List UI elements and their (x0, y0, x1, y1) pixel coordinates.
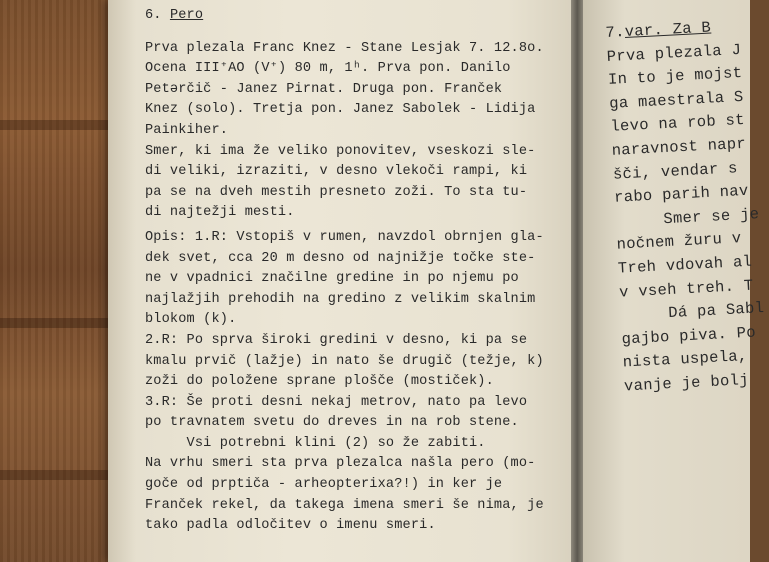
text-line: po travnatem svetu do dreves in na rob stene. (145, 415, 519, 431)
right-page-line: nočnem žuru v (616, 229, 742, 255)
section-heading (145, 6, 570, 27)
right-heading-title: var. Za B (624, 18, 712, 41)
right-page-line: gajbo piva. Po (621, 323, 757, 349)
text-line: Smer, ki ima že veliko ponovitev, vseskozi sle- (145, 143, 536, 159)
text-line: blokom (k). (145, 312, 237, 328)
text-line: tako padla odločitev o imenu smeri. (145, 518, 436, 534)
text-line: kmalu prvič (lažje) in nato še drugič (težje, k) (145, 353, 544, 369)
text-line: pa se na dveh mestih presneto zoži. To sta tu- (145, 184, 528, 200)
right-page-line: naravnost napr (611, 134, 747, 160)
right-page-line: Prva plezala J (606, 40, 742, 66)
wooden-table-surface (0, 0, 115, 562)
right-page-line: ga maestrala S (608, 87, 744, 113)
right-page-text (605, 14, 769, 399)
right-page-line: nista uspela, (622, 347, 748, 372)
right-heading-number: 7. (605, 22, 626, 42)
wood-grain-band (0, 120, 115, 130)
text-line: Prva plezala Franc Knez - Stane Lesjak 7. 12.8o. (145, 40, 544, 56)
text-line: Na vrhu smeri sta prva plezalca našla pero (mo- (145, 456, 536, 472)
text-line: zoži do položene sprane plošče (mostiček). (145, 374, 494, 390)
text-line: 2.R: Po sprva široki gredini v desno, ki pa se (145, 332, 528, 348)
right-page-line: šči, vendar s (612, 158, 739, 184)
right-page (583, 0, 765, 562)
wood-grain-band (0, 470, 115, 480)
right-page-line: levo na rob st (610, 111, 746, 137)
right-page-line: vanje je bolj (623, 370, 750, 396)
text-line: Painkiher. (145, 122, 229, 138)
right-page-lines (606, 38, 768, 399)
text-line: Knez (solo). Tretja pon. Janez Sabolek - Lidija (145, 102, 536, 118)
document-body (145, 6, 570, 537)
text-line: ne v vpadnici značilne gredine in po njemu po (145, 271, 519, 287)
text-line: 3.R: Še proti desni nekaj metrov, nato pa levo (145, 394, 528, 410)
text-line: Ocena III⁺AO (V⁺) 80 m, 1ʰ. Prva pon. Danilo (145, 61, 511, 77)
text-line: di veliki, izraziti, v desno vlekoči rampi, ki (145, 164, 528, 180)
right-page-line: Dá pa Sabl (619, 299, 765, 325)
wood-grain-band (0, 318, 115, 328)
text-line: Opis: 1.R: Vstopiš v rumen, navzdol obrnjen gla- (145, 229, 544, 245)
text-line: Vsi potrebni klini (2) so že zabiti. (145, 435, 486, 451)
right-page-line: Smer se je (614, 204, 760, 231)
right-page-line: rabo parih nav (613, 181, 749, 207)
text-line: najlažjih prehodih na gredino z velikim skalnim (145, 291, 536, 307)
right-page-line: In to je mojst (607, 64, 743, 90)
text-line: goče od prptiča - arheopterixa?!) in ker je (145, 477, 503, 493)
section-title: Pero (169, 8, 204, 23)
text-line: Franček rekel, da takega imena smeri še nima, je (145, 497, 544, 513)
text-line: dek svet, cca 20 m desno od najnižje točke ste- (145, 250, 536, 266)
right-page-line: v vseh treh. T (618, 276, 754, 302)
section-number: 6. (145, 8, 162, 23)
paragraph-first-ascent (145, 39, 570, 142)
text-line: di najtežji mesti. (145, 205, 295, 221)
text-line: Petərčič - Janez Pirnat. Druga pon. Franček (145, 81, 503, 97)
paragraph-route-details (145, 228, 570, 537)
paragraph-route-description (145, 142, 570, 224)
right-page-line: Treh vdovah al (617, 252, 753, 278)
